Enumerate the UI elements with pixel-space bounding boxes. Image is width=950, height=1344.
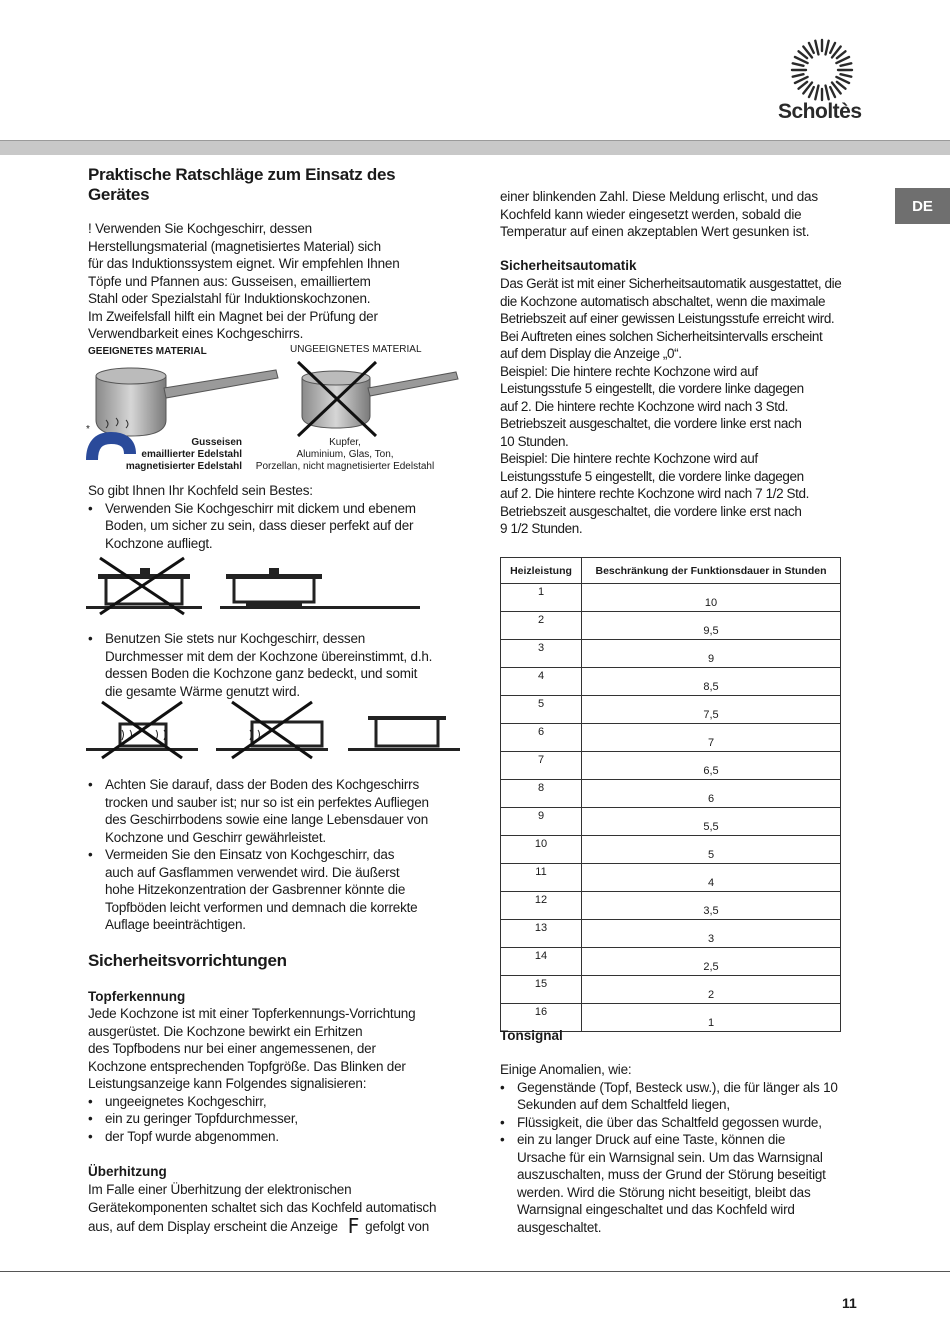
section-title: Praktische Ratschläge zum Einsatz des Gerätes — [88, 165, 396, 204]
overheat-text: Im Falle einer Überhitzung der elektronischen Gerätekomponenten schaltet sich das Kochfeld automatisch aus, auf dem Display erscheint die Anzeige F gefolgt von — [88, 1182, 437, 1238]
table-row — [501, 948, 841, 976]
list-item: • Achten Sie darauf, dass der Boden des Kochgeschirrs trocken und sauber ist; nur so ist ein perfektes Aufliegen des Geschirrbodens sowie eine lange Lebensdauer von Kochzone und Geschirr gewährleistet. — [88, 776, 478, 846]
tone-text: Einige Anomalien, wie: • Gegenstände (Topf, Besteck usw.), die für länger als 10 Sekunden auf dem Schaltfeld liegen, • Flüssigkeit, die über das Schaltfeld gegossen wurde, • ein zu langer Druck auf eine Taste, können die Ursache für ein Warnsignal sein. Um das Warnsignal auszuschalten, muss der Grund der Störung beseitigt werden. Wird die Störung nicht beseitigt, bleibt das Warnsignal eingeschaltet und das Kochfeld wird ausgeschaltet. — [500, 1061, 890, 1236]
overheat-title: Überhitzung — [88, 1164, 167, 1179]
table-row — [501, 584, 841, 612]
overheat-continued: einer blinkenden Zahl. Diese Meldung erlischt, und das Kochfeld kann wieder eingesetzt werden, sobald die Temperatur auf einen akzeptablen Wert gesunken ist. — [500, 189, 818, 239]
heat-level-cell: 10 — [501, 836, 582, 864]
list-item: • ein zu langer Druck auf eine Taste, können die Ursache für ein Warnsignal sein. Um das Warnsignal auszuschalten, muss der Grund der Störung beseitigt werden. Wird die Störung nicht beseitigt, bleibt das Warnsignal eingeschaltet und das Kochfeld wird ausgeschaltet. — [500, 1131, 890, 1236]
diameter-list — [88, 630, 478, 700]
list-item: • Vermeiden Sie den Einsatz von Kochgeschirr, das auch auf Gasflammen verwendet wird. Die äußerst hohe Hitzekonzentration der Gasbrenner könnte die Topfböden leicht verformen und demnach die korrekte Auflage beeinträchtigen. — [88, 846, 478, 934]
duration-cell: 6 — [582, 780, 841, 808]
table-row — [501, 920, 841, 948]
duration-cell: 3 — [582, 920, 841, 948]
table-row — [501, 892, 841, 920]
table-row — [501, 668, 841, 696]
list-item: • Verwenden Sie Kochgeschirr mit dickem und ebenem Boden, um sicher zu sein, dass dieser perfekt auf der Kochzone aufliegt. — [88, 500, 478, 553]
heat-level-cell: 8 — [501, 780, 582, 808]
duration-cell: 8,5 — [582, 668, 841, 696]
brand-logo: Scholtès — [778, 100, 862, 123]
pot-bottom-illustration — [86, 556, 466, 616]
pot-detect-text: Jede Kochzone ist mit einer Topferkennungs-Vorrichtung ausgerüstet. Die Kochzone bewirkt ein Erhitzen des Topfbodens nur bei einer angemessenen, der Kochzone entsprechenden Topfgröße. Das Blinken der Leistungsanzeige kann Folgendes signalisieren: • ungeeignetes Kochgeschirr, • ein zu geringer Topfdurchmesser, • der Topf wurde abgenommen. — [88, 1005, 478, 1145]
duration-cell: 2 — [582, 976, 841, 1004]
heat-level-cell: 16 — [501, 1004, 582, 1032]
heat-level-cell: 9 — [501, 808, 582, 836]
table-row — [501, 696, 841, 724]
table-row — [501, 780, 841, 808]
unsuitable-label: UNGEEIGNETES MATERIAL — [290, 344, 422, 355]
duration-cell: 1 — [582, 1004, 841, 1032]
list-item: • ungeeignetes Kochgeschirr, — [88, 1093, 478, 1111]
auto-title: Sicherheitsautomatik — [500, 258, 637, 273]
table-row — [501, 836, 841, 864]
heat-level-cell: 1 — [501, 584, 582, 612]
duration-cell: 3,5 — [582, 892, 841, 920]
heat-limit-table — [500, 557, 841, 1032]
column-header: Beschränkung der Funktionsdauer in Stunden — [582, 558, 841, 584]
table-row — [501, 976, 841, 1004]
table-row — [501, 808, 841, 836]
table-row — [501, 640, 841, 668]
duration-cell: 9 — [582, 640, 841, 668]
language-tab[interactable]: DE — [895, 188, 950, 224]
suitable-pot-icon — [96, 368, 278, 436]
best-use-list: So gibt Ihnen Ihr Kochfeld sein Bestes: • Verwenden Sie Kochgeschirr mit dickem und ebenem Boden, um sicher zu sein, dass dieser perfekt auf der Kochzone aufliegt. — [88, 482, 478, 552]
unsuitable-pot-icon — [298, 362, 458, 436]
page-number: 11 — [842, 1295, 857, 1311]
footer-line — [0, 1271, 950, 1272]
duration-cell: 2,5 — [582, 948, 841, 976]
heat-level-cell: 13 — [501, 920, 582, 948]
table-header-row — [501, 558, 841, 584]
duration-cell: 5 — [582, 836, 841, 864]
table-row — [501, 752, 841, 780]
heat-level-cell: 3 — [501, 640, 582, 668]
duration-cell: 6,5 — [582, 752, 841, 780]
suitable-materials-list: Gusseisen emaillierter Edelstahl magnetisierter Edelstahl — [125, 437, 242, 472]
suitable-label: GEEIGNETES MATERIAL — [88, 346, 207, 357]
heat-level-cell: 6 — [501, 724, 582, 752]
heat-level-cell: 7 — [501, 752, 582, 780]
list-item: • der Topf wurde abgenommen. — [88, 1128, 478, 1146]
intro-paragraph: ! Verwenden Sie Kochgeschirr, dessen Herstellungsmaterial (magnetisiertes Material) sich für das Induktionssystem eignet. Wir empfehlen Ihnen Töpfe und Pfannen aus: Gusseisen, emailliertem Stahl oder Spezialstahl für Induktionskochzonen. Im Zweifelsfall hilft ein Magnet bei der Prüfung der Verwendbarkeit eines Kochgeschirrs. — [88, 221, 400, 341]
heat-level-cell: 11 — [501, 864, 582, 892]
heat-level-cell: 15 — [501, 976, 582, 1004]
duration-cell: 9,5 — [582, 612, 841, 640]
safety-title: Sicherheitsvorrichtungen — [88, 951, 287, 970]
heat-level-cell: 5 — [501, 696, 582, 724]
header-bar — [0, 140, 950, 155]
tone-title: Tonsignal — [500, 1028, 563, 1043]
table-row — [501, 864, 841, 892]
duration-cell: 5,5 — [582, 808, 841, 836]
list-item: • Gegenstände (Topf, Besteck usw.), die für länger als 10 Sekunden auf dem Schaltfeld liegen, — [500, 1079, 890, 1114]
overheat-symbol: F — [347, 1214, 360, 1238]
heat-level-cell: 4 — [501, 668, 582, 696]
care-list — [88, 776, 478, 934]
heat-level-cell: 2 — [501, 612, 582, 640]
duration-cell: 4 — [582, 864, 841, 892]
duration-cell: 7 — [582, 724, 841, 752]
list-item: • Benutzen Sie stets nur Kochgeschirr, dessen Durchmesser mit dem der Kochzone übereinstimmt, d.h. dessen Boden die Kochzone ganz bedeckt, und somit die gesamte Wärme genutzt wird. — [88, 630, 478, 700]
table-row — [501, 612, 841, 640]
list-item: • ein zu geringer Topfdurchmesser, — [88, 1110, 478, 1128]
duration-cell: 7,5 — [582, 696, 841, 724]
asterisk-mark: * — [86, 424, 90, 435]
column-header: Heizleistung — [501, 558, 582, 584]
list-item: • Flüssigkeit, die über das Schaltfeld gegossen wurde, — [500, 1114, 890, 1132]
duration-cell: 10 — [582, 584, 841, 612]
table-row — [501, 724, 841, 752]
auto-text: Das Gerät ist mit einer Sicherheitsautomatik ausgestattet, die die Kochzone automatisch abschaltet, wenn die maximale Betriebszeit auf einer gewissen Leistungsstufe erreicht wird. Bei Auftreten eines solchen Sicherheitsintervalls erscheint auf dem Display die Anzeige „0“. Beispiel: Die hintere rechte Kochzone wird auf Leistungsstufe 5 eingestellt, die vordere linke dagegen auf 2. Die hintere rechte Kochzone wird nach 3 Std. Betriebszeit ausgeschaltet, die vordere linke erst nach 10 Stunden. Beispiel: Die hintere rechte Kochzone wird auf Leistungsstufe 5 eingestellt, die vordere linke dagegen auf 2. Die hintere rechte Kochzone wird nach 7 1/2 Std. Betriebszeit ausgeschaltet, die vordere linke erst nach 9 1/2 Stunden. — [500, 276, 842, 536]
heat-level-cell: 14 — [501, 948, 582, 976]
pot-detect-title: Topferkennung — [88, 989, 186, 1004]
pot-size-illustration — [86, 700, 466, 760]
unsuitable-materials-list: Kupfer, Aluminium, Glas, Ton, Porzellan, nicht magnetisierter Edelstahl — [255, 437, 435, 472]
heat-level-cell: 12 — [501, 892, 582, 920]
